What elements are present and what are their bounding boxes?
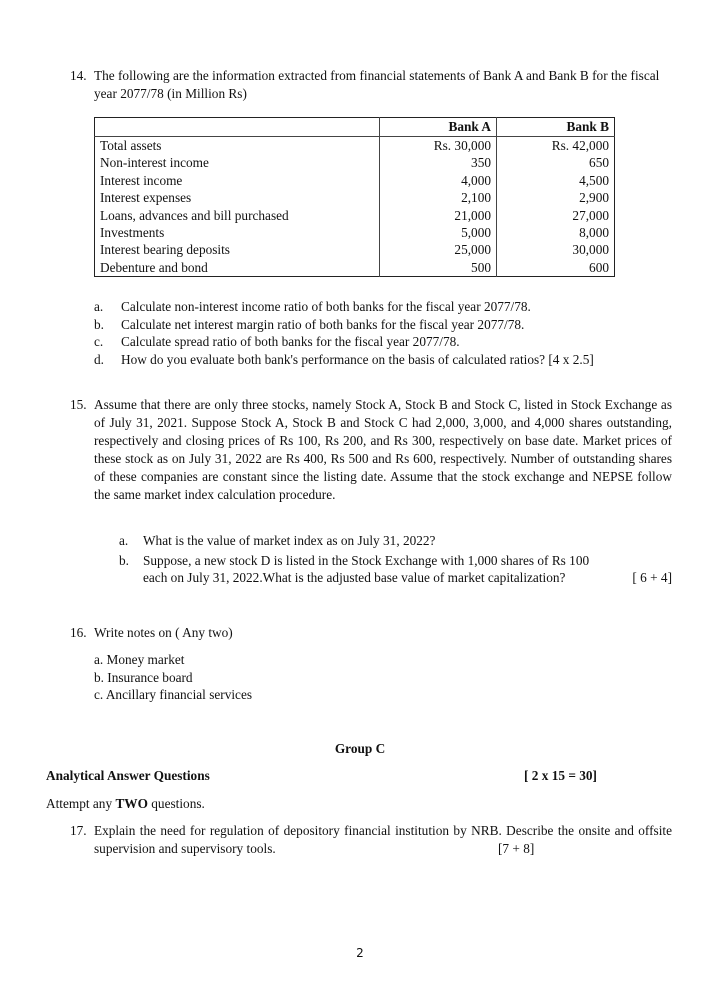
bank-b-value: 27,000 — [572, 207, 609, 223]
question-number: 15. — [70, 397, 87, 412]
bank-b-value: 8,000 — [579, 225, 609, 241]
instruction-suffix: questions. — [147, 796, 205, 811]
subpart-letter: a. — [94, 299, 104, 314]
note-item: c. Ancillary financial services — [94, 687, 253, 703]
subpart-a — [119, 532, 672, 550]
question-16 — [70, 624, 672, 642]
question-text: Assume that there are only three stocks, namely Stock A, Stock B and Stock C, listed in Stock Exchange as of July 31, 2021. Suppose Stock A, Stock B and Stock C had 2,000, 3,000, and 4,000 shares outstanding, respectively and closing prices of Rs 100, Rs 200, and Rs 300, respectively on base date. Market prices of these stock as on July 31, 2022 are Rs 400, Rs 500 and Rs 600, respectively. Number of outstanding shares of these companies are constant since the listing date. Assume that the stock exchange and NEPSE follow the same market index calculation procedure. — [94, 397, 672, 502]
column-header-label — [95, 118, 380, 137]
subpart-text: How do you evaluate both bank's performance on the basis of calculated ratios? [4 x 2.5] — [121, 351, 594, 367]
bank-a-value: 4,000 — [380, 172, 497, 189]
question-number: 14. — [70, 68, 87, 83]
table-row — [95, 189, 615, 206]
subpart-letter: b. — [119, 552, 129, 568]
bank-b-value: 600 — [589, 259, 609, 275]
question-number: 16. — [70, 625, 87, 640]
group-c-heading: Group C — [334, 741, 386, 756]
row-label: Interest income — [95, 172, 380, 189]
table-row — [95, 259, 615, 277]
bank-b-value: 2,900 — [579, 190, 609, 206]
table-row — [95, 207, 615, 224]
subpart-letter: b. — [94, 316, 104, 332]
note-item: b. Insurance board — [94, 669, 193, 685]
row-label: Total assets — [95, 137, 380, 155]
question-17-marks: [7 + 8] — [498, 840, 535, 856]
column-header-bank-b: Bank B — [497, 118, 615, 137]
row-label: Investments — [95, 224, 380, 241]
subpart-text: What is the value of market index as on July 31, 2022? — [143, 533, 436, 548]
question-text: The following are the information extracted from financial statements of Bank A and Bank B for the fiscal year 2077/78 (in Million Rs) — [94, 68, 660, 101]
subpart-text: Calculate non-interest income ratio of both banks for the fiscal year 2077/78. — [121, 299, 531, 314]
row-label: Debenture and bond — [95, 259, 380, 277]
bank-data-table — [94, 117, 615, 277]
section-marks: [ 2 x 15 = 30] — [524, 768, 597, 783]
bank-a-value: 5,000 — [380, 224, 497, 241]
question-15-subparts — [119, 532, 672, 587]
page-number: 2 — [356, 946, 364, 960]
question-17 — [70, 822, 672, 857]
column-header-bank-a: Bank A — [380, 118, 497, 137]
question-text: Write notes on ( Any two) — [94, 625, 233, 640]
question-15 — [70, 396, 672, 503]
table-row — [95, 137, 615, 155]
question-number: 17. — [70, 823, 87, 838]
bank-b-value: 650 — [589, 155, 609, 171]
row-label: Interest expenses — [95, 189, 380, 206]
bank-b-value: 30,000 — [572, 242, 609, 258]
question-text — [94, 822, 672, 857]
bank-a-value: 21,000 — [380, 207, 497, 224]
subpart-b — [119, 552, 672, 587]
subpart-letter: c. — [94, 334, 104, 350]
bank-b-value: 4,500 — [579, 172, 609, 188]
table-header-row — [95, 118, 615, 137]
row-label: Interest bearing deposits — [95, 241, 380, 258]
bank-a-value: 500 — [380, 259, 497, 277]
bank-a-value: Rs. 30,000 — [380, 137, 497, 155]
bank-a-value: 350 — [380, 154, 497, 171]
subpart-text: Calculate net interest margin ratio of both banks for the fiscal year 2077/78. — [121, 316, 525, 332]
question-16-items — [94, 651, 252, 704]
subpart-text: Calculate spread ratio of both banks for the fiscal year 2077/78. — [121, 334, 460, 350]
question-17-text: Explain the need for regulation of depository financial institution by NRB. Describe the onsite and offsite supervision and supervisory tools. — [94, 823, 672, 856]
subpart-letter: a. — [119, 533, 129, 548]
section-instruction — [46, 795, 205, 813]
question-14 — [70, 67, 672, 102]
section-title: Analytical Answer Questions — [46, 768, 210, 783]
row-label: Loans, advances and bill purchased — [95, 207, 380, 224]
table-row — [95, 224, 615, 241]
row-label: Non-interest income — [95, 154, 380, 171]
bank-a-value: 2,100 — [380, 189, 497, 206]
instruction-emphasis: TWO — [115, 796, 148, 811]
table-row — [95, 154, 615, 171]
subpart-letter: d. — [94, 351, 104, 367]
subpart-text: Suppose, a new stock D is listed in the Stock Exchange with 1,000 shares of Rs 100 each on July 31, 2022.What is the adjusted base value of market capitalization? — [143, 552, 590, 586]
note-item: a. Money market — [94, 652, 185, 667]
question-15-marks: [ 6 + 4] — [632, 570, 672, 586]
table-row — [95, 172, 615, 189]
bank-b-value: Rs. 42,000 — [551, 138, 609, 153]
instruction-prefix: Attempt any — [46, 796, 116, 811]
bank-a-value: 25,000 — [380, 241, 497, 258]
table-row — [95, 241, 615, 258]
